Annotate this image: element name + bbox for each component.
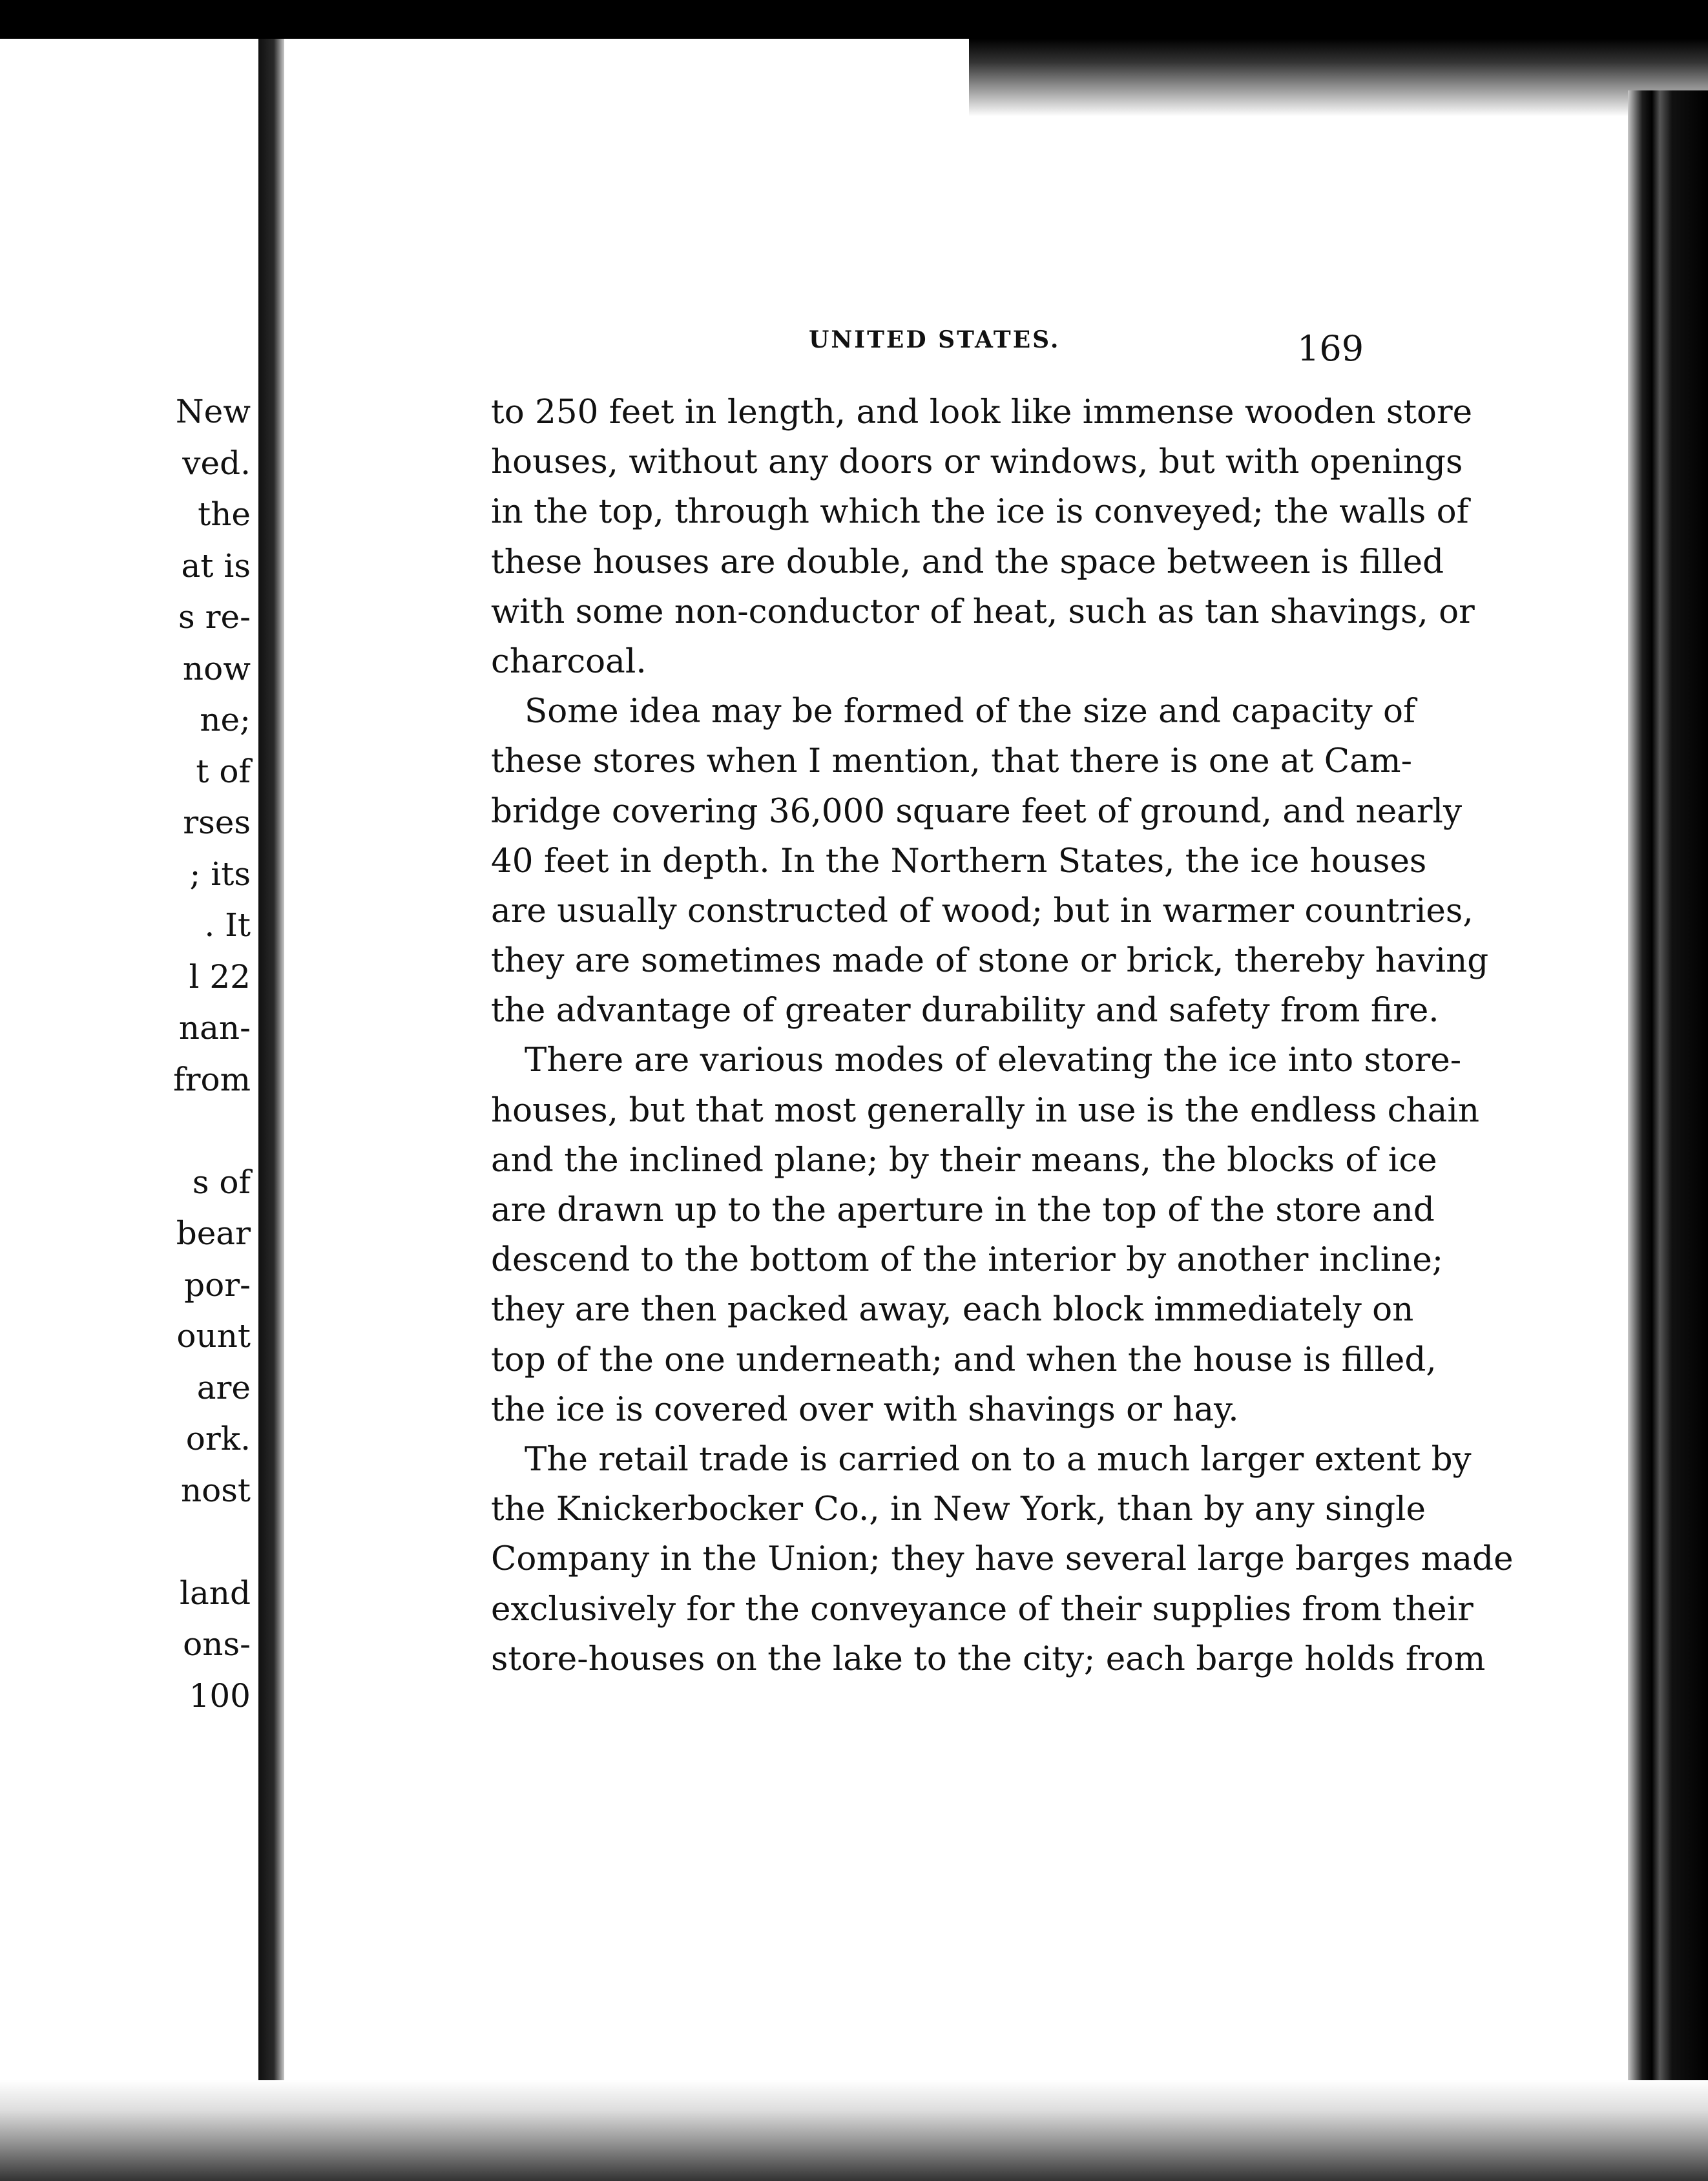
left-fragment-line: land [179,1574,251,1612]
paragraph [491,388,1475,687]
text-line: the advantage of greater durability and safety from fire. [491,991,1439,1030]
text-line: the ice is covered over with shavings or hay. [491,1390,1239,1429]
left-fragment-line: nan- [178,1009,251,1047]
text-line: houses, without any doors or windows, but with openings [491,443,1463,482]
text-line: are drawn up to the aperture in the top of the store and [491,1191,1435,1229]
left-fragment-line: . It [204,906,251,944]
text-line: in the top, through which the ice is conveyed; the walls of [491,492,1469,532]
left-fragment-line: ount [176,1317,251,1355]
left-fragment-line: are [196,1368,251,1406]
text-line: these houses are double, and the space between is filled [491,542,1444,581]
running-head: UNITED STATES. [809,326,1061,353]
left-fragment-line: l 22 [189,957,251,996]
text-line: top of the one underneath; and when the house is filled, [491,1340,1437,1379]
left-fragment-line [57,1516,251,1568]
text-line: they are sometimes made of stone or brick, thereby having [491,941,1489,981]
left-fragment-line: s re- [178,598,251,636]
left-fragment-line: ons- [183,1625,251,1663]
left-fragment-line: nost [180,1471,251,1509]
left-fragment-line [57,1105,251,1157]
text-line: 40 feet in depth. In the Northern States, the ice houses [491,841,1427,881]
text-line: and the inclined plane; by their means, the blocks of ice [491,1140,1437,1180]
scan-border-top [0,0,1708,39]
left-fragment-line: rses [183,804,251,841]
paragraph [491,1435,1514,1684]
text-line: store-houses on the lake to the city; each barge holds from [491,1639,1486,1678]
left-fragment-line: ved. [182,444,251,482]
left-fragment-line: s of [192,1163,251,1201]
text-line: exclusively for the conveyance of their supplies from their [491,1589,1474,1629]
text-line: they are then packed away, each block immediately on [491,1290,1414,1330]
book-right-edge [1628,90,1708,2181]
text-line: these stores when I mention, that there is one at Cam- [491,742,1413,781]
text-line: There are various modes of elevating the ice into store- [525,1041,1462,1080]
text-line: to 250 feet in length, and look like immense wooden store [491,393,1473,432]
page-body-text [491,388,1514,1684]
text-line: the Knickerbocker Co., in New York, than by any single [491,1490,1426,1529]
left-fragment-line: 100 [189,1676,251,1715]
left-fragment-line: now [182,649,251,687]
text-line: descend to the bottom of the interior by another incline; [491,1240,1444,1280]
text-line: with some non-conductor of heat, such as tan shavings, or [491,592,1475,631]
left-fragment-line: ; its [189,855,251,893]
left-fragment-line: the [198,496,251,533]
top-scan-shadow [969,39,1708,116]
left-fragment-line: New [175,393,251,430]
left-fragment-line: at is [181,547,251,585]
text-line: Company in the Union; they have several large barges made [491,1539,1514,1579]
text-line: The retail trade is carried on to a much larger extent by [525,1439,1472,1479]
left-fragment-line: bear [176,1215,251,1252]
left-facing-page [0,39,265,2080]
text-line: Some idea may be formed of the size and capacity of [525,692,1416,731]
bottom-scan-shadow [0,2080,1708,2181]
left-fragment-line: from [173,1060,251,1098]
text-line: charcoal. [491,642,647,681]
page-number: 169 [1297,328,1364,369]
paragraph [491,1036,1479,1435]
text-line: houses, but that most generally in use is the endless chain [491,1090,1479,1130]
left-page-text-fragments [57,386,251,1722]
left-fragment-line: ork. [185,1420,251,1457]
left-fragment-line: t of [196,752,251,790]
text-line: bridge covering 36,000 square feet of ground, and nearly [491,791,1463,831]
text-line: are usually constructed of wood; but in warmer countries, [491,891,1474,930]
left-fragment-line: ne; [200,701,251,738]
paragraph [491,687,1489,1036]
left-fragment-line: por- [184,1266,251,1304]
